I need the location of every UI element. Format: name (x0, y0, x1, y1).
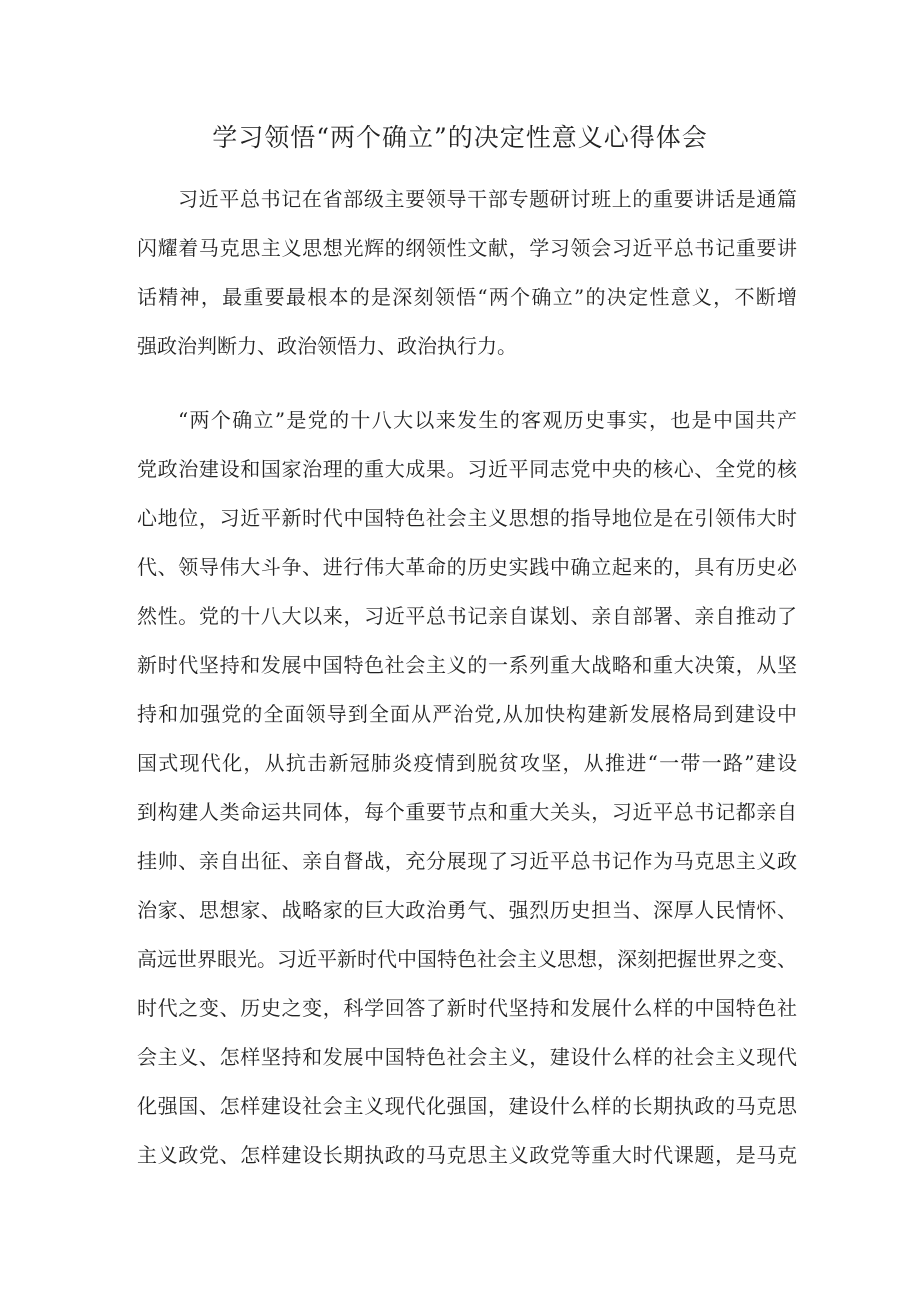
paragraph-2-line-8: 国式现代化，从抗击新冠肺炎疫情到脱贫攻坚，从推进“一带一路”建设 (137, 751, 797, 775)
document-title: 学习领悟“两个确立”的决定性意义心得体会 (212, 123, 708, 152)
paragraph-2-line-10: 挂帅、亲自出征、亲自督战，充分展现了习近平总书记作为马克思主义政 (137, 849, 797, 873)
paragraph-2-line-16: 主义政党、怎样建设长期执政的马克思主义政党等重大时代课题，是马克 (137, 1143, 797, 1167)
paragraph-2-line-15: 化强国、怎样建设社会主义现代化强国，建设什么样的长期执政的马克思 (137, 1094, 797, 1118)
paragraph-1-line-1: 习近平总书记在省部级主要领导干部专题研讨班上的重要讲话是通篇 (178, 187, 797, 211)
paragraph-2-line-13: 时代之变、历史之变，科学回答了新时代坚持和发展什么样的中国特色社 (137, 996, 797, 1020)
paragraph-2-line-14: 会主义、怎样坚持和发展中国特色社会主义，建设什么样的社会主义现代 (137, 1045, 797, 1069)
paragraph-1-line-4: 强政治判断力、政治领悟力、政治执行力。 (137, 334, 517, 358)
paragraph-2-line-2: 党政治建设和国家治理的重大成果。习近平同志党中央的核心、全党的核 (137, 457, 797, 481)
paragraph-1-line-3: 话精神，最重要最根本的是深刻领悟“两个确立”的决定性意义，不断增 (137, 285, 797, 309)
paragraph-1-line-2: 闪耀着马克思主义思想光辉的纲领性文献，学习领会习近平总书记重要讲 (137, 236, 797, 260)
paragraph-2-line-3: 心地位，习近平新时代中国特色社会主义思想的指导地位是在引领伟大时 (137, 506, 797, 530)
paragraph-2-line-9: 到构建人类命运共同体，每个重要节点和重大关头，习近平总书记都亲自 (137, 800, 797, 824)
paragraph-2-line-11: 治家、思想家、战略家的巨大政治勇气、强烈历史担当、深厚人民情怀、 (137, 898, 797, 922)
paragraph-2-line-12: 高远世界眼光。习近平新时代中国特色社会主义思想，深刻把握世界之变、 (137, 947, 797, 971)
paragraph-2-line-4: 代、领导伟大斗争、进行伟大革命的历史实践中确立起来的，具有历史必 (137, 555, 797, 579)
paragraph-2-line-1: “两个确立”是党的十八大以来发生的客观历史事实，也是中国共产 (178, 408, 797, 432)
paragraph-2-line-7: 持和加强党的全面领导到全面从严治党,从加快构建新发展格局到建设中 (137, 702, 797, 726)
paragraph-2-line-6: 新时代坚持和发展中国特色社会主义的一系列重大战略和重大决策，从坚 (137, 653, 797, 677)
paragraph-2-line-5: 然性。党的十八大以来，习近平总书记亲自谋划、亲自部署、亲自推动了 (137, 604, 797, 628)
